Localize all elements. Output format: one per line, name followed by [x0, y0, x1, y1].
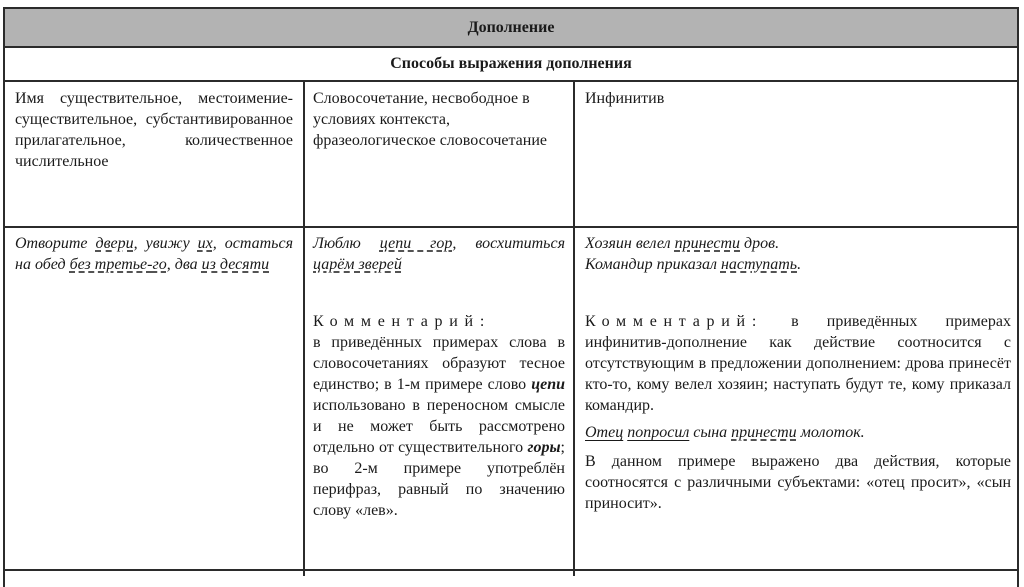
infinitive-example-3: Отец попросил сына принести молоток.	[585, 424, 865, 441]
infinitive-comment-label: Комментарий:	[585, 313, 763, 330]
column-header-noun: Имя существительное, местоимение-существительное, субстантивированное прилагательное, количественное числительное	[15, 90, 293, 170]
table-title: Дополнение	[5, 9, 1017, 48]
table-frame	[3, 7, 1019, 587]
table-subtitle: Способы выражения дополнения	[5, 48, 1017, 82]
infinitive-examples: Хозяин велел принести дров. Командир приказал наступать.	[585, 235, 802, 273]
infinitive-note: В данном примере выражено два действия, которые соотносятся с различными субъектами: «отец просит», «сын приносит».	[585, 453, 1011, 512]
column-divider-2	[573, 82, 575, 576]
column-header-infinitive: Инфинитив	[585, 90, 665, 107]
infinitive-comment: Комментарий: в приведённых примерах инфинитив-дополнение как действие соотносится с отсутствующим в предложении дополнением: дрова принесёт кто-то, кому велел хозяин; наступать будут те, кому приказал командир. Отец попросил сына принести молоток. В данном примере выражено два действия, которые соотносятся с различными субъектами: «отец просит», «сын приносит».	[585, 313, 1011, 512]
phrase-comment-label: Комментарий:	[313, 313, 491, 330]
column-header-phrase: Словосочетание, несвободное в условиях контекста, фразеологическое словосочетание	[313, 90, 547, 149]
bottom-divider	[5, 569, 1017, 571]
noun-example: Отворите двери, увижу их, остаться на обед без третье-го, два из десяти	[15, 235, 294, 273]
row-divider	[5, 226, 1017, 228]
phrase-example: Люблю цепи гор, восхититься царём зверей	[313, 235, 566, 273]
column-divider-1	[303, 82, 305, 576]
phrase-comment: Комментарий: в приведённых примерах слова в словосочетаниях образуют тесное единство; в 1-м примере слово цепи использовано в переносном смысле и не может быть рассмотрено отдельно от существительного горы; во 2-м примере употреблён перифраз, равный по значению слову «лев».	[313, 313, 565, 519]
